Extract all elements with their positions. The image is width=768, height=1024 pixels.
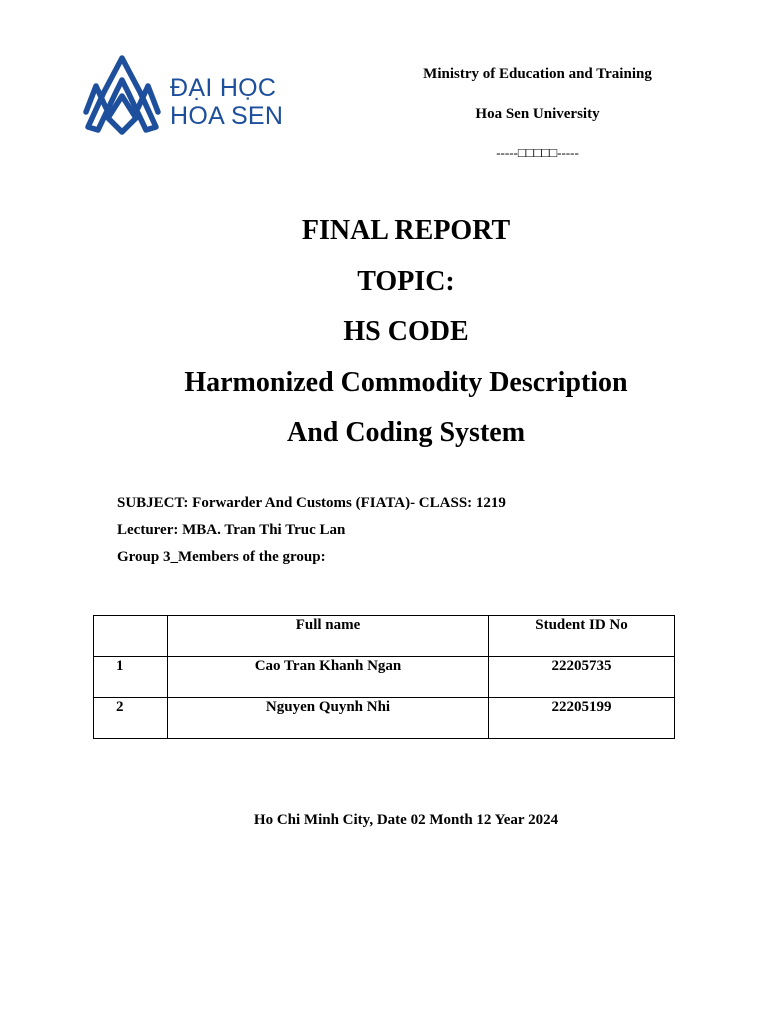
university-logo [82,52,302,136]
table-row [94,657,675,698]
report-title-block [96,206,716,459]
header-full-name: Full name [168,616,489,657]
university-name: Hoa Sen University [475,105,600,122]
member-student-id: 22205199 [489,698,675,739]
members-table [93,615,675,739]
title-final-report: FINAL REPORT [301,215,511,246]
title-description-line-1: Harmonized Commodity Description [184,366,628,398]
hoa-sen-lotus-emblem [82,52,162,136]
logo-line-1: ĐẠI HỌC [170,74,277,102]
table-header-row [94,616,675,657]
course-info [117,492,506,573]
place-and-date: Ho Chi Minh City, Date 02 Month 12 Year 2024 [253,812,559,828]
header-number [94,616,168,657]
title-description-line-2: And Coding System [286,417,526,448]
logo-wordmark [170,74,283,130]
subject-line: SUBJECT: Forwarder And Customs (FIATA)- CLASS: 1219 [117,495,506,511]
member-name: Cao Tran Khanh Ngan [168,657,489,698]
lecturer-line: Lecturer: MBA. Tran Thi Truc Lan [117,522,346,538]
member-name: Nguyen Quynh Nhi [168,698,489,739]
header-separator: -----□□□□□----- [496,145,579,160]
title-hs-code: HS CODE [343,316,469,347]
logo-line-2: HOA SEN [170,102,284,130]
member-student-id: 22205735 [489,657,675,698]
member-number: 1 [94,657,168,698]
table-row [94,698,675,739]
group-line: Group 3_Members of the group: [117,549,326,565]
title-topic-label: TOPIC: [357,265,455,297]
ministry-name: Ministry of Education and Training [423,66,652,82]
member-number: 2 [94,698,168,739]
document-header [395,66,680,185]
header-student-id: Student ID No [489,616,675,657]
